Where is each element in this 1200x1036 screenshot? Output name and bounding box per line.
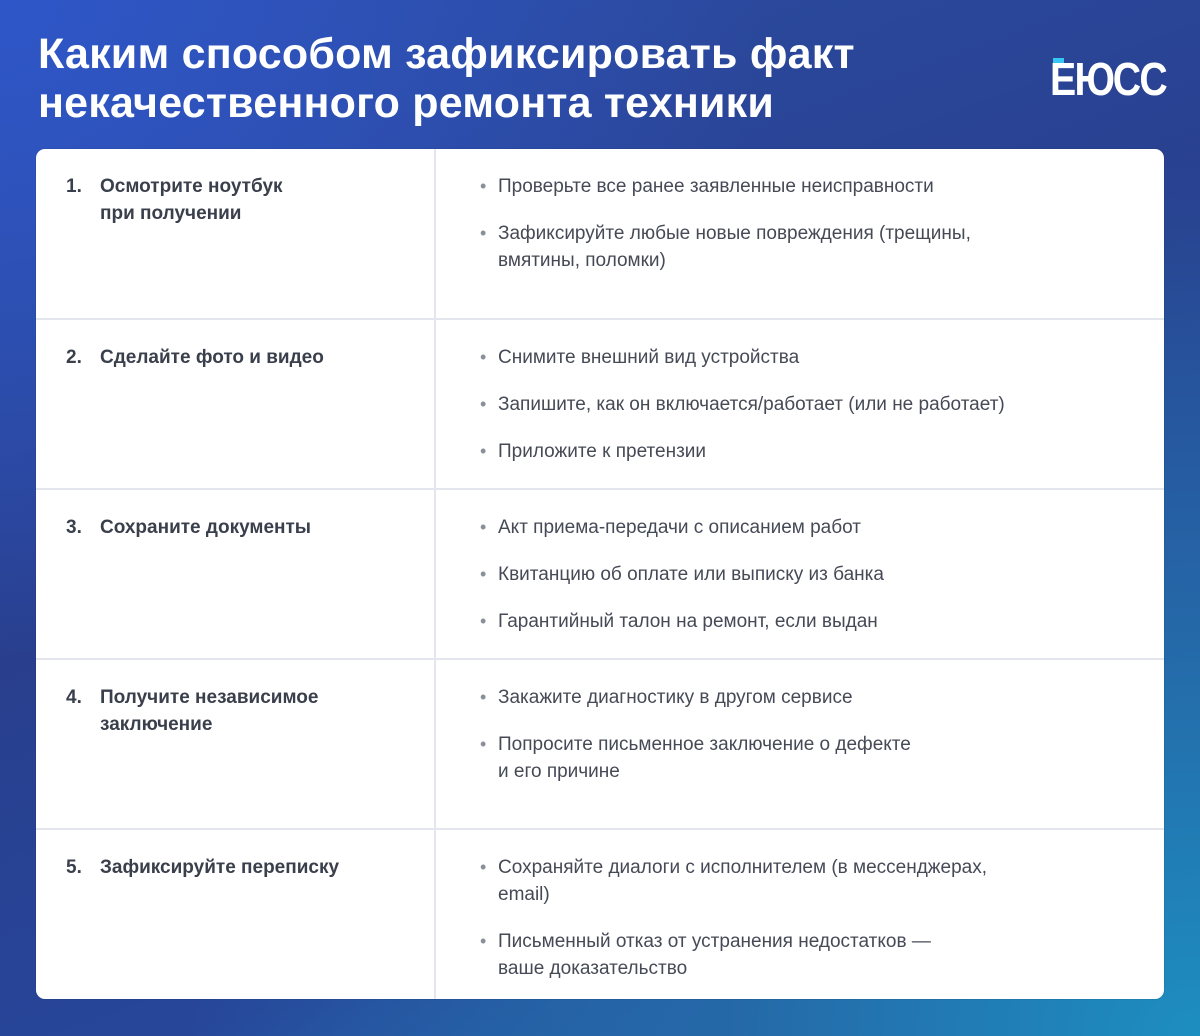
step-number: 4.	[66, 687, 82, 708]
title-line: Каким способом зафиксировать факт	[38, 30, 855, 78]
bullet-item	[480, 391, 1140, 418]
bullet-text: Закажите диагностику в другом сервисе	[498, 687, 853, 708]
column-divider	[434, 660, 436, 828]
bullet-item	[480, 438, 1140, 465]
bullet-item	[480, 928, 1140, 982]
step-title	[100, 854, 400, 881]
bullet-item	[480, 854, 1140, 908]
bullet-item	[480, 684, 1140, 711]
step-title-line: Сохраните документы	[100, 517, 312, 538]
steps-table	[36, 149, 1164, 999]
step-title-line: заключение	[100, 714, 213, 735]
brand-logo	[1050, 52, 1168, 105]
bullet-item	[480, 731, 1140, 785]
bullet-item	[480, 514, 1140, 541]
title-line: некачественного ремонта техники	[38, 79, 774, 127]
column-divider	[434, 149, 436, 318]
bullet-text: Проверьте все ранее заявленные неисправности	[498, 176, 934, 197]
bullet-text: Снимите внешний вид устройства	[498, 347, 800, 368]
step-title	[100, 173, 400, 227]
step-row	[36, 658, 1164, 828]
bullet-text: Акт приема-передачи с описанием работ	[498, 517, 861, 538]
bullet-text: Гарантийный талон на ремонт, если выдан	[498, 611, 878, 632]
bullet-text: вмятины, поломки)	[498, 250, 666, 271]
bullet-item	[480, 220, 1140, 274]
page-title	[38, 30, 998, 128]
step-title	[100, 344, 400, 371]
bullet-text: email)	[498, 884, 550, 905]
bullet-text: Письменный отказ от устранения недостатков —	[498, 931, 931, 952]
bullet-item	[480, 608, 1140, 635]
step-bullets	[480, 854, 1140, 1002]
bullet-item	[480, 561, 1140, 588]
step-title-line: при получении	[100, 203, 242, 224]
step-number: 5.	[66, 857, 82, 878]
step-bullets	[480, 173, 1140, 294]
step-title-line: Получите независимое	[100, 687, 319, 708]
step-bullets	[480, 514, 1140, 655]
bullet-text: Квитанцию об оплате или выписку из банка	[498, 564, 884, 585]
bullet-text: Попросите письменное заключение о дефекте	[498, 734, 911, 755]
step-title	[100, 514, 400, 541]
step-title-line: Сделайте фото и видео	[100, 347, 324, 368]
bullet-text: и его причине	[498, 761, 620, 782]
step-title	[100, 684, 400, 738]
step-bullets	[480, 684, 1140, 805]
bullet-text: ваше доказательство	[498, 958, 688, 979]
bullet-text: Сохраняйте диалоги с исполнителем (в мессенджерах,	[498, 857, 987, 878]
step-number: 2.	[66, 347, 82, 368]
step-number: 3.	[66, 517, 82, 538]
step-row	[36, 318, 1164, 488]
column-divider	[434, 320, 436, 488]
step-bullets	[480, 344, 1140, 485]
step-row	[36, 488, 1164, 658]
bullet-text: Запишите, как он включается/работает (или не работает)	[498, 394, 1005, 415]
step-title-line: Зафиксируйте переписку	[100, 857, 340, 878]
bullet-text: Зафиксируйте любые новые повреждения (трещины,	[498, 223, 971, 244]
column-divider	[434, 830, 436, 999]
bullet-text: Приложите к претензии	[498, 441, 707, 462]
logo-text: ЕЮСС	[1050, 53, 1167, 105]
step-title-line: Осмотрите ноутбук	[100, 176, 283, 197]
step-number: 1.	[66, 176, 82, 197]
step-row	[36, 149, 1164, 318]
bullet-item	[480, 173, 1140, 200]
column-divider	[434, 490, 436, 658]
bullet-item	[480, 344, 1140, 371]
step-row	[36, 828, 1164, 999]
